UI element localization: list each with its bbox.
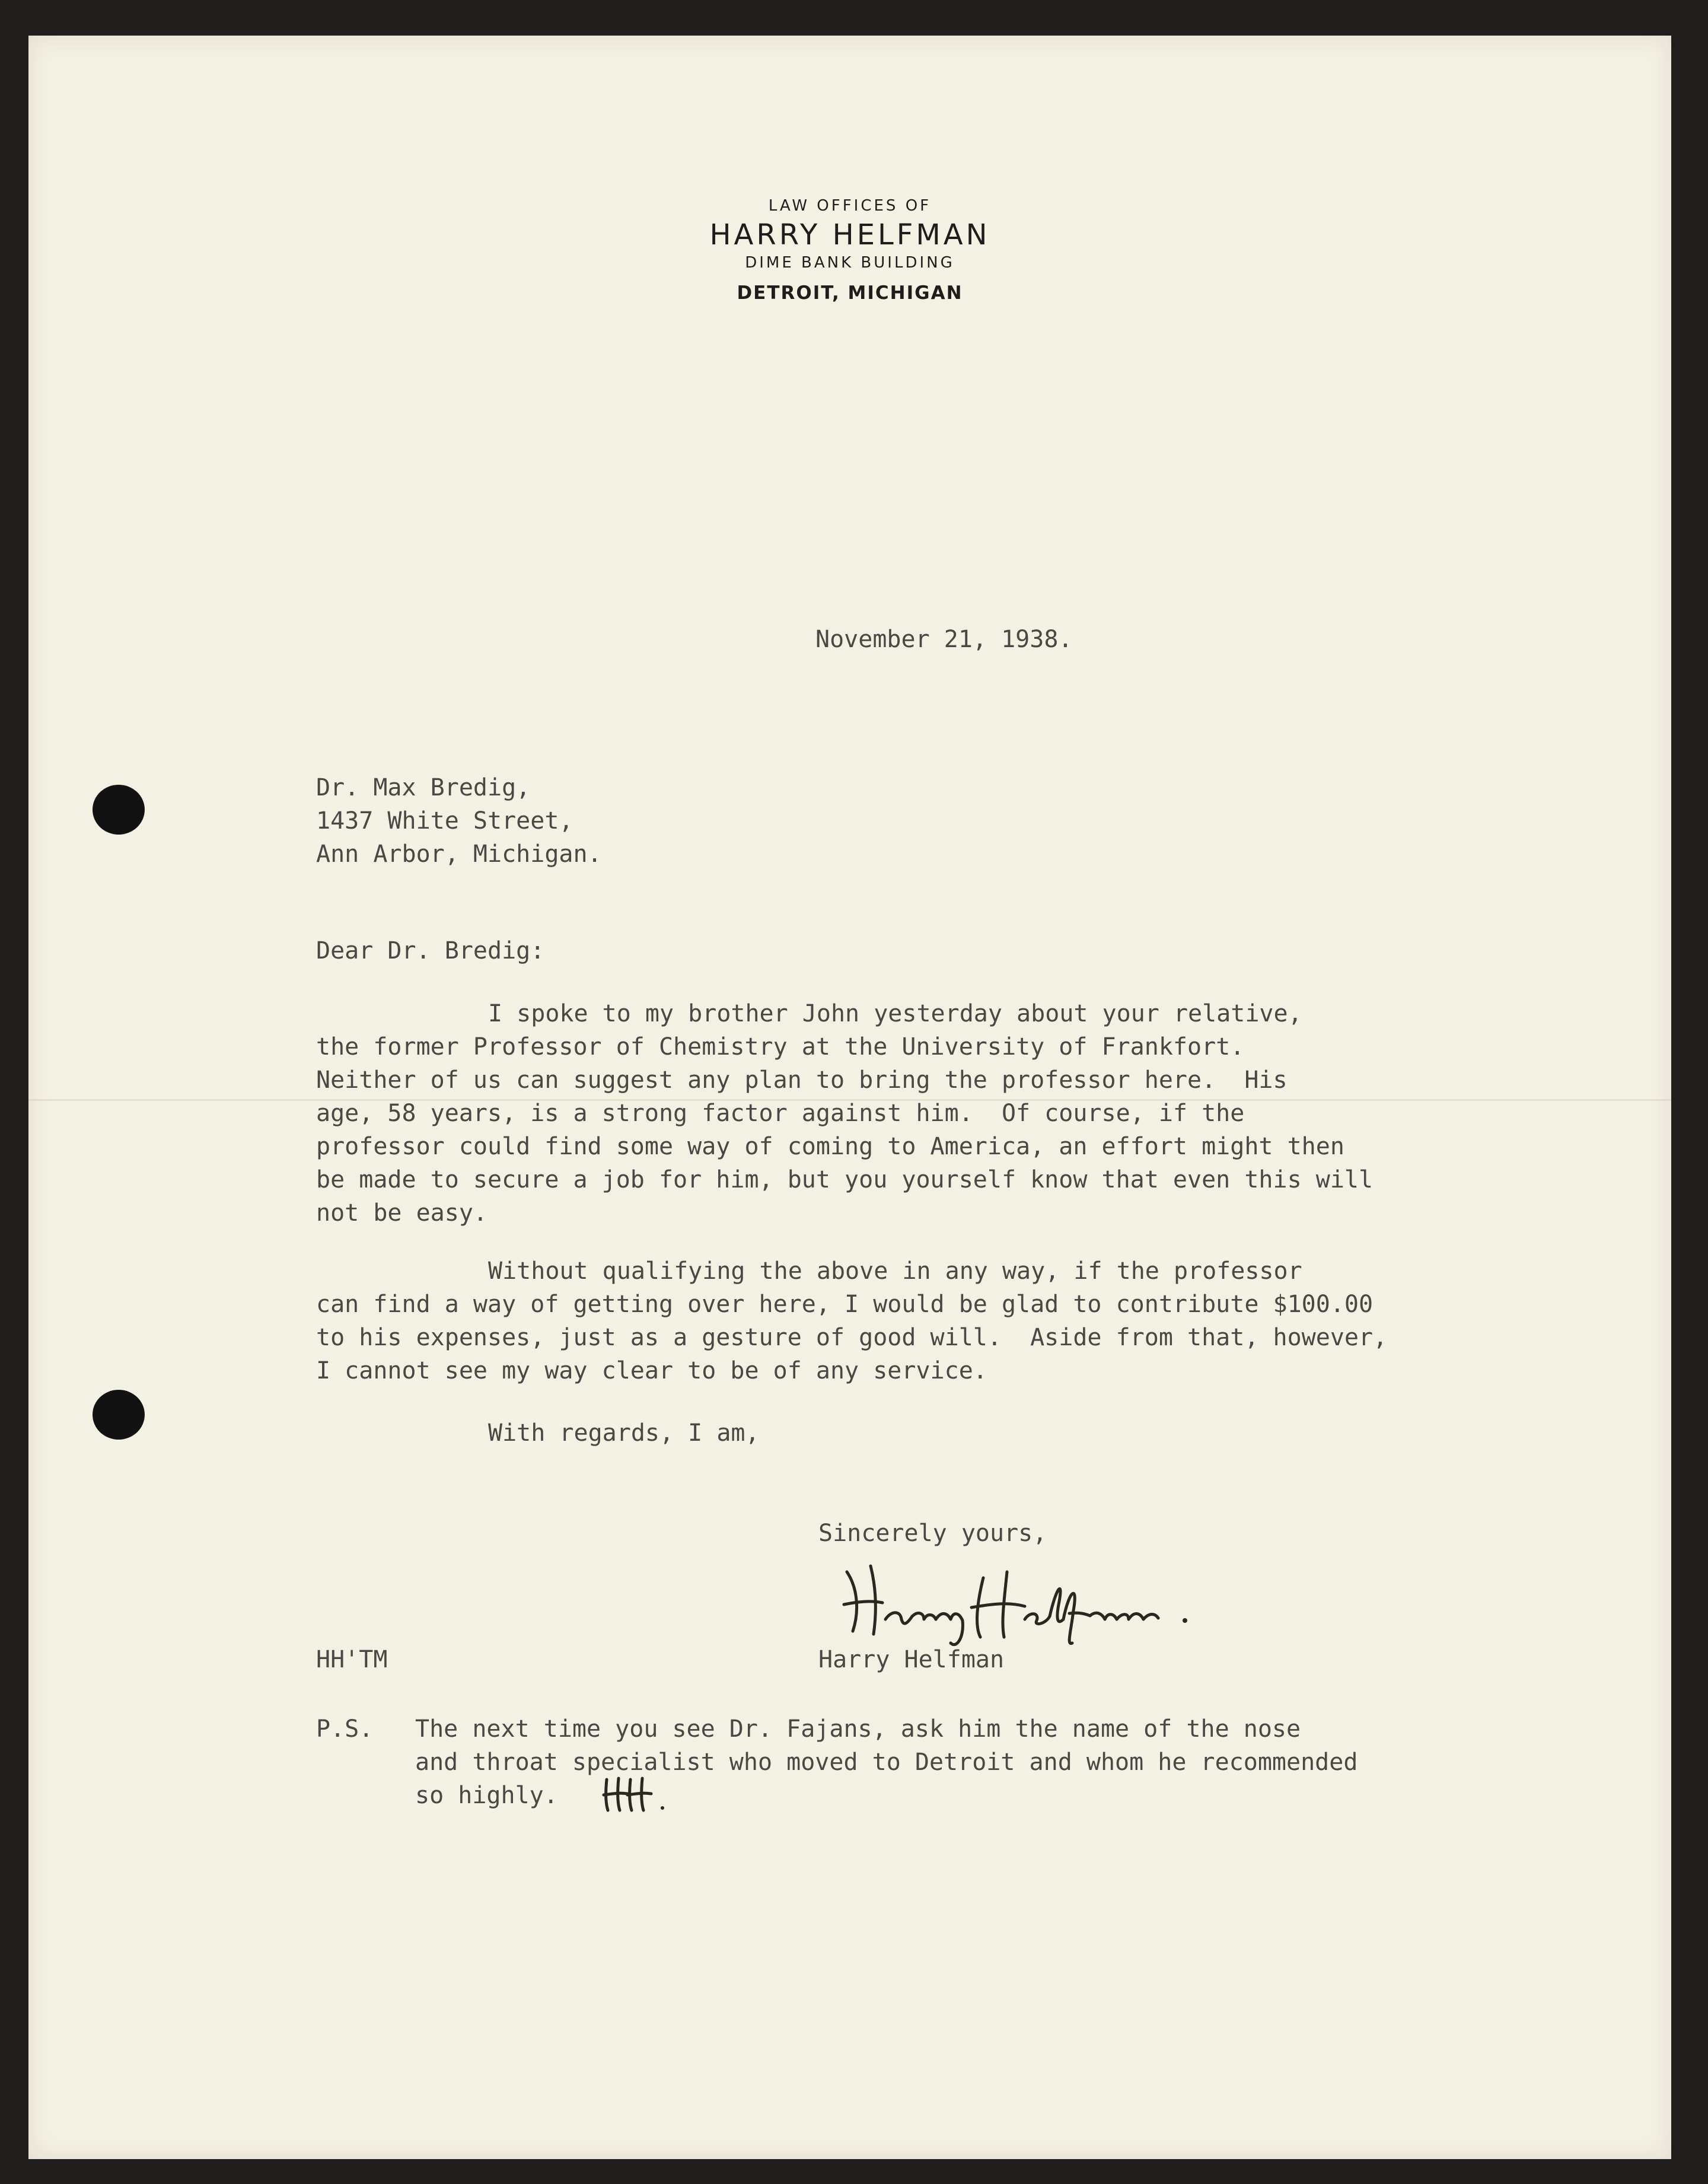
typist-initials: HH'TM <box>316 1646 388 1673</box>
text-line: and throat specialist who moved to Detroit and whom he recommended <box>415 1749 1358 1776</box>
address-line: Ann Arbor, Michigan. <box>316 841 602 868</box>
letterhead-city: DETROIT, MICHIGAN <box>737 282 963 304</box>
recipient-address <box>316 771 602 871</box>
text-line: can find a way of getting over here, I would be glad to contribute $100.00 <box>316 1291 1374 1318</box>
handwritten-signature <box>835 1554 1203 1649</box>
punch-hole-bottom <box>93 1390 145 1440</box>
text-line: the former Professor of Chemistry at the University of Frankfort. <box>316 1033 1245 1061</box>
salutation: Dear Dr. Bredig: <box>316 937 545 964</box>
text-line: not be easy. <box>316 1199 487 1227</box>
closing: Sincerely yours, <box>818 1520 1047 1547</box>
letterhead-law-offices: LAW OFFICES OF <box>768 197 932 215</box>
text-line: be made to secure a job for him, but you yourself know that even this will <box>316 1166 1374 1193</box>
text-line: The next time you see Dr. Fajans, ask him the name of the nose <box>415 1715 1301 1743</box>
letterhead <box>28 197 1671 304</box>
text-line: professor could find some way of coming to America, an effort might then <box>316 1133 1344 1160</box>
paragraph-1 <box>316 997 1373 1230</box>
paragraph-2 <box>316 1255 1387 1387</box>
text-line: I cannot see my way clear to be of any service. <box>316 1357 987 1384</box>
text-line: Neither of us can suggest any plan to bring the professor here. His <box>316 1066 1288 1094</box>
punch-hole-top <box>93 785 145 835</box>
letterhead-building: DIME BANK BUILDING <box>745 254 955 272</box>
address-line: Dr. Max Bredig, <box>316 774 531 801</box>
ps-label: P.S. <box>316 1715 374 1743</box>
text-line: so highly. <box>415 1782 558 1809</box>
text-line: Without qualifying the above in any way, if the professor <box>488 1257 1302 1285</box>
letter-date: November 21, 1938. <box>815 626 1073 653</box>
text-line: to his expenses, just as a gesture of good will. Aside from that, however, <box>316 1324 1388 1351</box>
postscript <box>415 1712 1358 1812</box>
typed-name: Harry Helfman <box>818 1646 1005 1673</box>
text-line: I spoke to my brother John yesterday about your relative, <box>488 1000 1302 1027</box>
address-line: 1437 White Street, <box>316 807 573 835</box>
handwritten-initials <box>601 1774 672 1815</box>
letterhead-name: HARRY HELFMAN <box>709 218 990 251</box>
regards-line: With regards, I am, <box>488 1419 760 1447</box>
letter-page <box>28 36 1671 2159</box>
text-line: age, 58 years, is a strong factor against him. Of course, if the <box>316 1100 1245 1127</box>
